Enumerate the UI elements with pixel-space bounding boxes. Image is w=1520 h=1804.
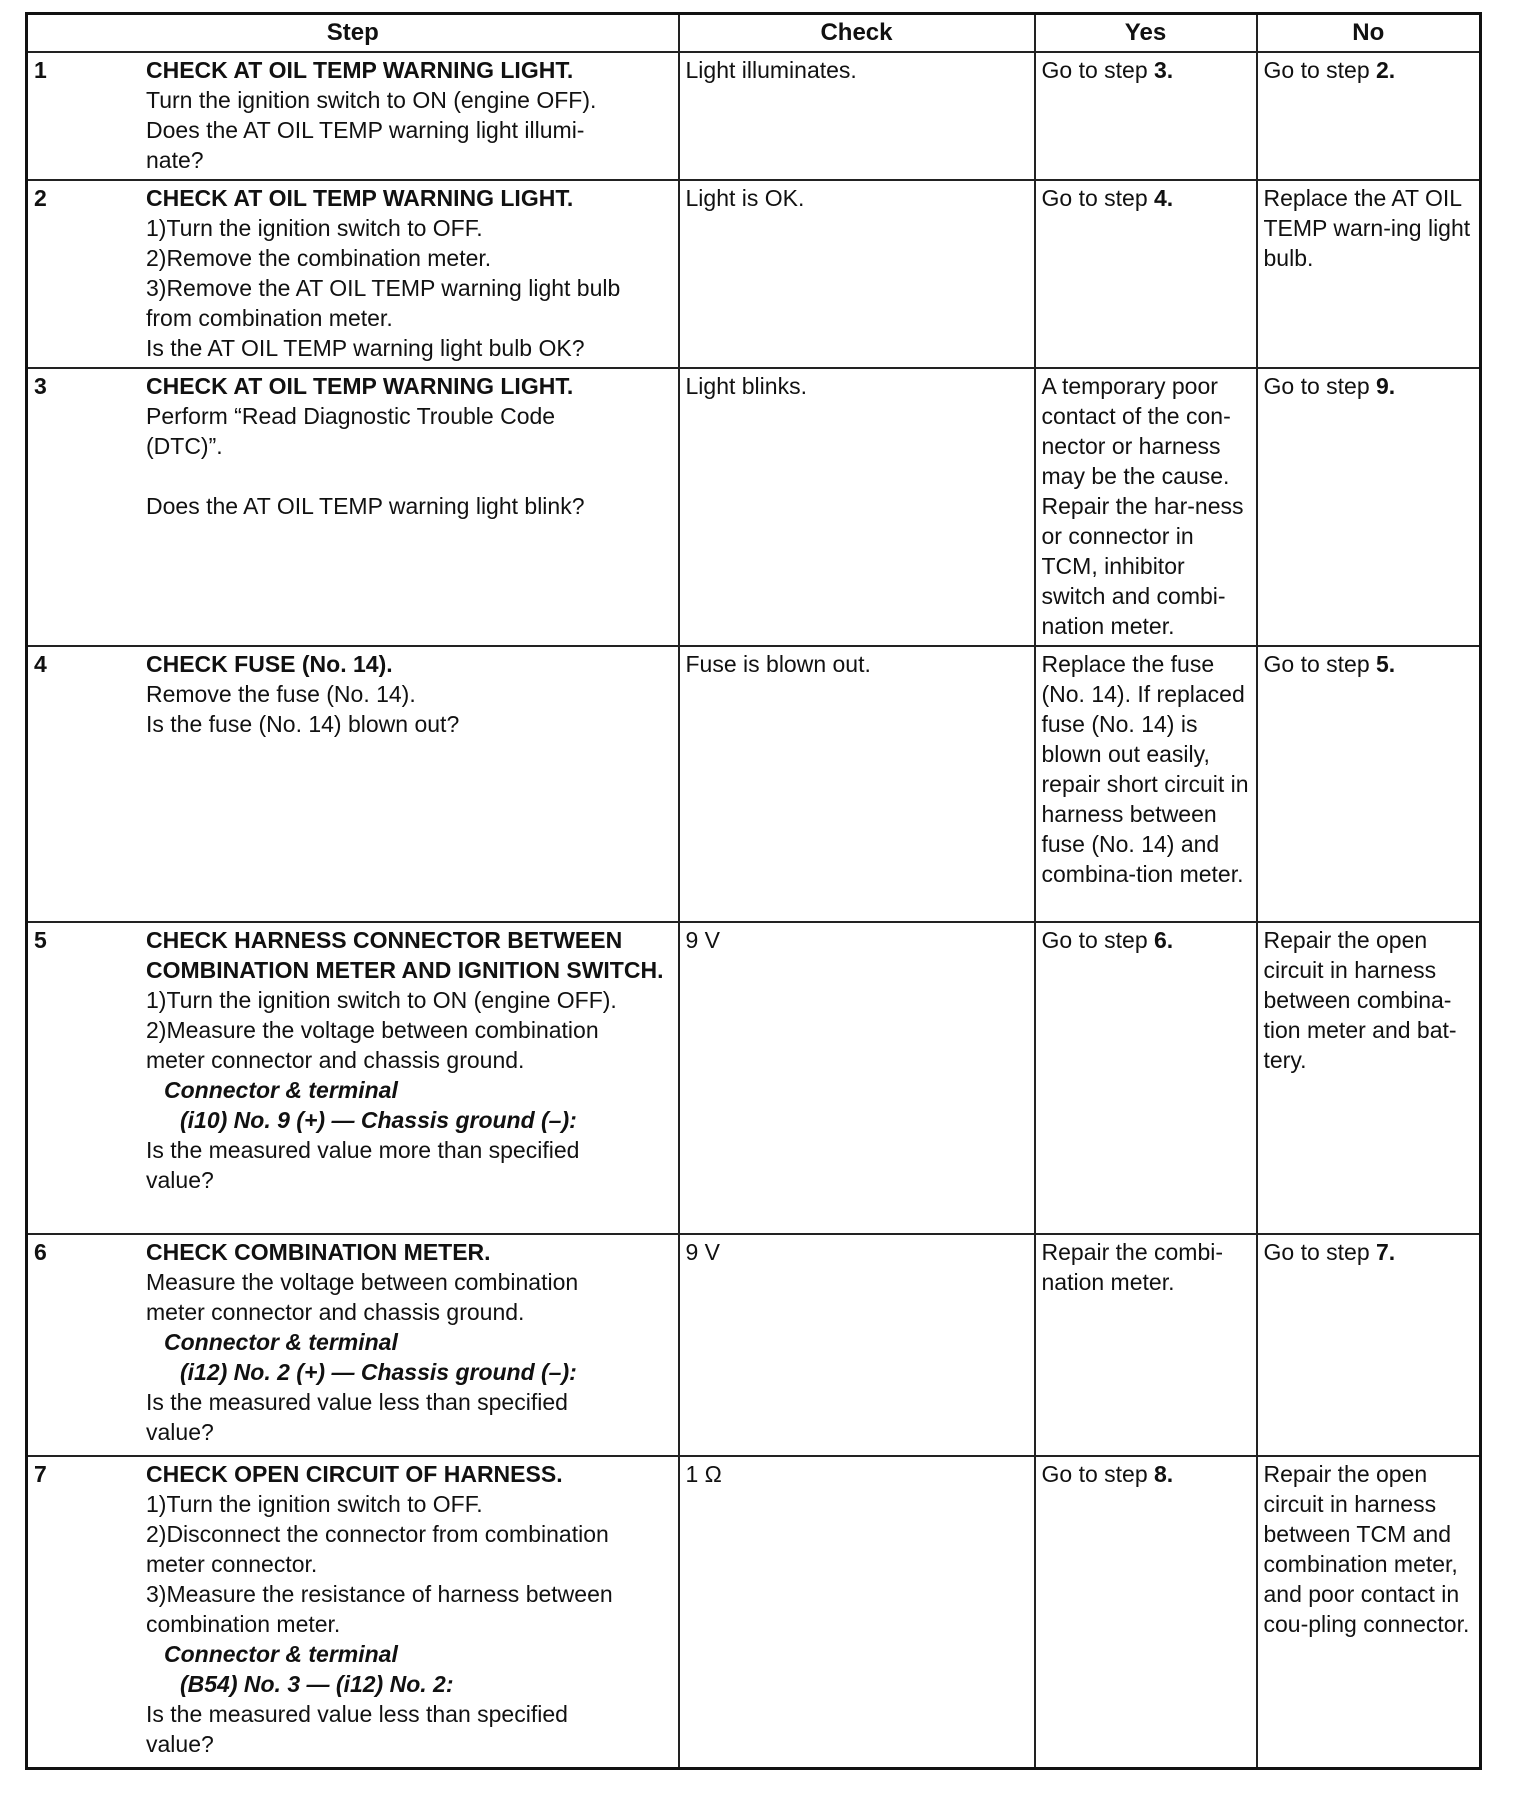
connector-terminal: (i12) No. 2 (+) — Chassis ground (–): [180,1359,577,1385]
step-line: Is the measured value more than specified [146,1137,580,1163]
step-line: 1)Turn the ignition switch to ON (engine OFF). [146,987,617,1013]
step-line: value? [146,1731,214,1757]
yes-cell: Repair the combi-nation meter. [1035,1234,1257,1456]
step-cell [27,180,679,368]
no-step-ref: 5. [1376,651,1396,677]
step-line: Measure the voltage between combination [146,1269,579,1295]
step-line: 3)Remove the AT OIL TEMP warning light bulb [146,275,621,301]
yes-text: Go to step [1041,1461,1155,1487]
no-cell [1257,368,1481,646]
step-line: nate? [146,147,204,173]
no-step-ref: 9. [1376,373,1396,399]
spacer [146,461,664,491]
step-title: CHECK COMBINATION METER. [146,1239,491,1265]
no-step-ref: 7. [1376,1239,1396,1265]
table-row [27,922,1481,1234]
step-line: Is the measured value less than specified [146,1701,568,1727]
step-line: 3)Measure the resistance of harness between [146,1581,613,1607]
step-cell [27,52,679,180]
step-cell [27,1234,679,1456]
step-line: meter connector and chassis ground. [146,1047,525,1073]
step-line: 2)Remove the combination meter. [146,245,492,271]
step-title: CHECK AT OIL TEMP WARNING LIGHT. [146,57,574,83]
step-number: 7 [34,1461,47,1487]
step-title: CHECK AT OIL TEMP WARNING LIGHT. [146,373,574,399]
no-step-ref: 2. [1376,57,1396,83]
step-line: combination meter. [146,1611,341,1637]
header-yes: Yes [1035,14,1257,53]
step-line: (DTC)”. [146,433,223,459]
step-cell [27,368,679,646]
table-row [27,646,1481,922]
step-line: Is the fuse (No. 14) blown out? [146,711,460,737]
yes-cell [1035,1456,1257,1768]
table-row [27,368,1481,646]
step-line: 2)Disconnect the connector from combination [146,1521,609,1547]
table-row [27,1456,1481,1768]
no-cell: Replace the AT OIL TEMP warn-ing light bulb. [1257,180,1481,368]
step-number: 5 [34,927,47,953]
check-cell: Light illuminates. [679,52,1035,180]
yes-step-ref: 4. [1154,185,1174,211]
step-line: from combination meter. [146,305,393,331]
yes-text: Go to step [1041,927,1155,953]
step-line: 2)Measure the voltage between combination [146,1017,599,1043]
check-cell: Fuse is blown out. [679,646,1035,922]
yes-text: Go to step [1041,57,1155,83]
header-row [27,14,1481,53]
step-number: 4 [34,651,47,677]
step-title: CHECK HARNESS CONNECTOR BETWEEN COMBINATION METER AND IGNITION SWITCH. [146,927,664,983]
no-cell [1257,52,1481,180]
no-text: Go to step [1263,57,1377,83]
check-cell: 9 V [679,1234,1035,1456]
check-cell: Light is OK. [679,180,1035,368]
yes-cell [1035,180,1257,368]
no-cell: Repair the open circuit in harness between combina-tion meter and bat-tery. [1257,922,1481,1234]
step-line: 1)Turn the ignition switch to OFF. [146,215,483,241]
check-cell: Light blinks. [679,368,1035,646]
table-row [27,52,1481,180]
step-title: CHECK FUSE (No. 14). [146,651,393,677]
step-number: 1 [34,57,47,83]
check-cell: 9 V [679,922,1035,1234]
header-step: Step [27,14,679,53]
step-number: 6 [34,1239,47,1265]
step-line: Is the measured value less than specified [146,1389,568,1415]
step-cell [27,922,679,1234]
header-no: No [1257,14,1481,53]
no-cell: Repair the open circuit in harness between TCM and combination meter, and poor contact in cou-pling connector. [1257,1456,1481,1768]
step-number: 2 [34,185,47,211]
yes-step-ref: 3. [1154,57,1174,83]
step-line: meter connector and chassis ground. [146,1299,525,1325]
step-cell [27,1456,679,1768]
connector-label: Connector & terminal [164,1641,398,1667]
step-line: Remove the fuse (No. 14). [146,681,416,707]
step-title: CHECK AT OIL TEMP WARNING LIGHT. [146,185,574,211]
step-line: value? [146,1167,214,1193]
step-line: Turn the ignition switch to ON (engine OFF). [146,87,597,113]
connector-terminal: (B54) No. 3 — (i12) No. 2: [180,1671,454,1697]
connector-label: Connector & terminal [164,1077,398,1103]
step-number: 3 [34,373,47,399]
yes-cell [1035,52,1257,180]
yes-cell: Replace the fuse (No. 14). If replaced fuse (No. 14) is blown out easily, repair short circuit in harness between fuse (No. 14) and combina-tion meter. [1035,646,1257,922]
step-cell [27,646,679,922]
yes-cell: A temporary poor contact of the con-nector or harness may be the cause. Repair the har-ness or connector in TCM, inhibitor switch and combi-nation meter. [1035,368,1257,646]
step-line: value? [146,1419,214,1445]
header-check: Check [679,14,1035,53]
no-text: Go to step [1263,373,1377,399]
no-cell [1257,646,1481,922]
no-cell [1257,1234,1481,1456]
step-line: 1)Turn the ignition switch to OFF. [146,1491,483,1517]
step-line: meter connector. [146,1551,318,1577]
yes-cell [1035,922,1257,1234]
connector-label: Connector & terminal [164,1329,398,1355]
yes-step-ref: 6. [1154,927,1174,953]
diagnostic-table [25,12,1482,1770]
step-line: Is the AT OIL TEMP warning light bulb OK? [146,335,585,361]
no-text: Go to step [1263,1239,1377,1265]
step-line: Does the AT OIL TEMP warning light blink? [146,493,585,519]
yes-text: Go to step [1041,185,1155,211]
table-row [27,180,1481,368]
check-cell: 1 Ω [679,1456,1035,1768]
table-row [27,1234,1481,1456]
connector-terminal: (i10) No. 9 (+) — Chassis ground (–): [180,1107,577,1133]
no-text: Go to step [1263,651,1377,677]
step-title: CHECK OPEN CIRCUIT OF HARNESS. [146,1461,563,1487]
step-line: Does the AT OIL TEMP warning light illumi- [146,117,585,143]
step-line: Perform “Read Diagnostic Trouble Code [146,403,556,429]
yes-step-ref: 8. [1154,1461,1174,1487]
